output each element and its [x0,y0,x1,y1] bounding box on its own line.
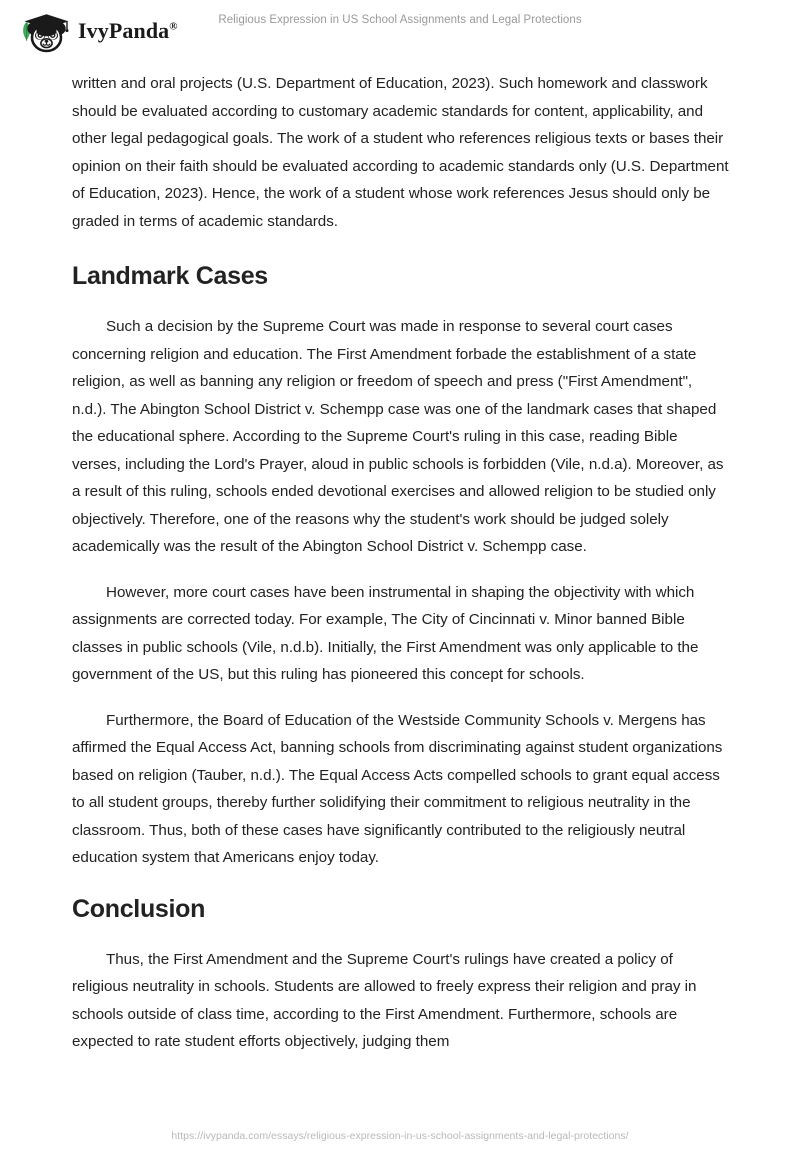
paragraph-landmark-3: Furthermore, the Board of Education of the Westside Community Schools v. Mergens has affirmed the Equal Access Act, banning schools from discriminating against student organizations based on religion (Tauber, n.d.). The Equal Access Acts compelled schools to grant equal access to all student groups, thereby further solidifying their commitment to religious neutrality in the classroom. Thus, both of these cases have significantly contributed to the religiously neutral education system that Americans enjoy today. [72,711,723,866]
page-footer [0,1126,800,1144]
running-header-title: Religious Expression in US School Assignments and Legal Protections [218,14,582,26]
brand-name-text: IvyPanda [78,18,170,43]
section-heading-landmark-cases: Landmark Cases [72,262,268,290]
document-content [72,70,730,1074]
registered-mark: ® [169,20,178,33]
section-heading-conclusion: Conclusion [72,894,206,923]
page-header [0,0,800,58]
source-url[interactable]: https://ivypanda.com/essays/religious-expression-in-us-school-assignments-and-legal-protections/ [171,1130,629,1142]
paragraph-landmark-2: However, more court cases have been instrumental in shaping the objectivity with which assignments are corrected today. For example, The City of Cincinnati v. Minor banned Bible classes in public schools (Vile, n.d.b). Initially, the First Amendment was only applicable to the government of the US, but this ruling has pioneered this concept for schools. [72,583,699,683]
paragraph-continued: written and oral projects (U.S. Department of Education, 2023). Such homework and classwork should be evaluated according to customary academic standards for content, applicability, and other legal pedagogical goals. The work of a student who references religious texts or bases their opinion on their faith should be evaluated according to academic standards only (U.S. Department of Education, 2023). Hence, the work of a student whose work references Jesus should only be graded in terms of academic standards. [72,75,729,230]
paragraph-conclusion-1: Thus, the First Amendment and the Supreme Court's rulings have created a policy of religious neutrality in schools. Students are allowed to freely express their religion and pray in schools outside of class time, according to the First Amendment. Furthermore, schools are expected to rate student efforts objectively, judging them [72,950,697,1050]
paragraph-landmark-1: Such a decision by the Supreme Court was made in response to several court cases concerning religion and education. The First Amendment forbade the establishment of a state religion, as well as banning any religion or freedom of speech and press ("First Amendment", n.d.). The Abington School District v. Schempp case was one of the landmark cases that shaped the educational sphere. According to the Supreme Court's ruling in this case, reading Bible verses, including the Lord's Prayer, aloud in public schools is forbidden (Vile, n.d.a). Moreover, as a result of this ruling, schools ended devotional exercises and allowed religion to be studied only objectively. Therefore, one of the reasons why the student's work should be judged solely academically was the result of the Abington School District v. Schempp case. [72,318,724,555]
